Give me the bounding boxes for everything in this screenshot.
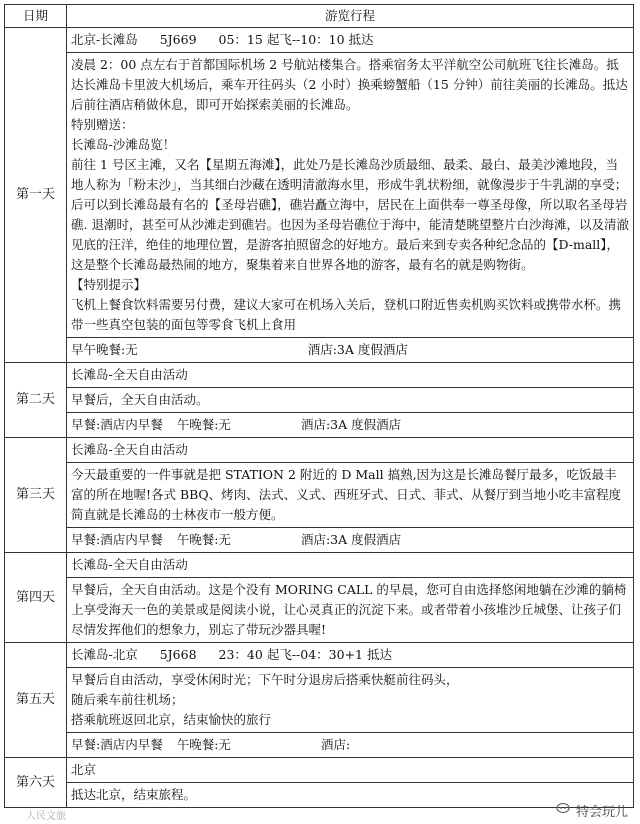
day-1-meals [67,338,634,363]
day-5-flight-number: 5J668 [159,647,197,662]
day-2-label: 第二天 [5,363,67,438]
day-4-route: 长滩岛-全天自由活动 [67,553,634,578]
day-2-meals-row [5,413,634,438]
day-3-details [67,463,634,528]
corner-watermark: 人民文旅 [26,811,66,822]
day-5-flight-time: 23：40 起飞--04：30+1 抵达 [218,647,392,662]
day-1-paragraph: 前往 1 号区主滩，又名【星期五海滩】，此处乃是长滩岛沙质最细、最柔、最白、最美沙滩地段，当地人称为「粉末沙」，当其细白沙藏在透明清澈海水里，形成牛乳状粉细，就像漫步于牛乳湖的享受；后可以到长滩岛最有名的【圣母岩礁】，礁岩矗立海中，居民在上面供奉一尊圣母像，所以取名圣母岩礁. 退潮时，甚至可从沙滩走到礁岩。也因为圣母岩礁位于海中，能清楚眺望整片白沙海滩，以及清澈见底的汪洋，绝佳的地理位置，是游客拍照留念的好地方。最后来到专卖各种纪念品的【D-mall】，这是整个长滩岛最热闹的地方，聚集着来自世界各地的游客，最有名的就是购物街。 [71,157,629,272]
day-5-details-row [5,668,634,733]
day-5-meals-row [5,733,634,758]
day-3-breakfast: 早餐:酒店内早餐 [71,532,163,547]
day-1-details-row [5,53,634,338]
day-1-hotel: 酒店:3A 度假酒店 [307,342,408,357]
day-4-route-row [5,553,634,578]
day-1-details [67,53,634,338]
day-5-route-row [5,643,634,668]
day-1-meals-text: 早午晚餐:无 [71,342,138,357]
account-name: 特会玩儿 [575,805,628,820]
day-5-lunch-dinner: 午晚餐:无 [176,737,231,752]
day-6-route-row [5,758,634,783]
day-5-details [67,668,634,733]
day-3-details-row [5,463,634,528]
day-2-paragraph: 早餐后，全天自由活动。 [71,392,209,407]
day-3-route: 长滩岛-全天自由活动 [67,438,634,463]
day-1-paragraph: 【特别提示】 [71,277,147,292]
day-2-lunch-dinner: 午晚餐:无 [176,417,231,432]
day-2-details-row [5,388,634,413]
day-6-route: 北京 [67,758,634,783]
day-6-paragraph: 抵达北京，结束旅程。 [71,787,197,802]
day-3-lunch-dinner: 午晚餐:无 [176,532,231,547]
day-6-details [67,783,634,808]
day-1-route [67,28,634,53]
day-1-paragraph: 长滩岛-沙滩岛览！ [71,137,176,152]
day-4-details-row [5,578,634,643]
day-5-route-name: 长滩岛-北京 [71,647,138,662]
day-3-meals-row [5,528,634,553]
day-3-paragraph: 今天最重要的一件事就是把 STATION 2 附近的 D Mall 搞熟,因为这是长滩岛餐厅最多，吃饭最丰富的所在地喔!各式 BBQ、烤肉、法式、义式、西班牙式、日式、菲式、从餐厅到当地小吃丰富程度简直就是长滩岛的士林夜市一般方便。 [71,467,622,522]
day-2-meals [67,413,634,438]
day-1-flight-number: 5J669 [159,32,197,47]
day-5-hotel: 酒店: [320,737,351,752]
day-1-meals-row [5,338,634,363]
day-5-paragraph: 随后乘车前往机场； [71,692,184,707]
day-2-route-row [5,363,634,388]
day-1-paragraph: 凌晨 2：00 点左右于首都国际机场 2 号航站楼集合。搭乘宿务太平洋航空公司航班飞往长滩岛。抵达长滩岛卡里波大机场后，乘车开往码头（2 小时）换乘螃蟹船（15 分钟）前往美丽的长滩岛。抵达后前往酒店稍做休息，即可开始探索美丽的长滩岛。 [71,57,628,112]
day-5-paragraph: 搭乘航班返回北京，结束愉快的旅行 [71,712,272,727]
itinerary-table [4,4,634,808]
account-watermark [556,801,628,820]
day-1-route-name: 北京-长滩岛 [71,32,138,47]
day-4-details [67,578,634,643]
date-column-header: 日期 [5,5,67,28]
day-5-meals [67,733,634,758]
day-3-hotel: 酒店:3A 度假酒店 [300,532,402,547]
day-1-route-row [5,28,634,53]
day-2-details [67,388,634,413]
day-3-route-row [5,438,634,463]
day-3-label: 第三天 [5,438,67,553]
day-4-label: 第四天 [5,553,67,643]
day-2-breakfast: 早餐:酒店内早餐 [71,417,163,432]
day-2-route: 长滩岛-全天自由活动 [67,363,634,388]
day-1-paragraph: 特别赠送： [71,117,134,132]
day-4-paragraph: 早餐后，全天自由活动。这是个没有 MORING CALL 的早晨，您可自由选择悠闲地躺在沙滩的躺椅上享受海天一色的美景或是阅读小说，让心灵真正的沉淀下来。或者带着小孩堆沙丘城堡、让孩子们尽情发挥他们的想象力，别忘了带玩沙器具喔! [71,582,627,637]
day-1-flight-time: 05：15 起飞--10：10 抵达 [218,32,374,47]
day-5-breakfast: 早餐:酒店内早餐 [71,737,163,752]
day-5-paragraph: 早餐后自由活动，享受休闲时光；下午时分退房后搭乘快艇前往码头， [71,672,459,687]
day-6-label: 第六天 [5,758,67,808]
table-header-row [5,5,634,28]
day-5-route [67,643,634,668]
day-1-label: 第一天 [5,28,67,363]
day-2-hotel: 酒店:3A 度假酒店 [300,417,402,432]
chat-bubble-icon [556,802,572,820]
itinerary-column-header: 游览行程 [67,5,634,28]
day-3-meals [67,528,634,553]
day-5-label: 第五天 [5,643,67,758]
day-6-details-row [5,783,634,808]
day-1-paragraph: 飞机上餐食饮料需要另付费，建议大家可在机场入关后，登机口附近售卖机购买饮料或携带水杯。携带一些真空包装的面包等零食飞机上食用 [71,297,622,332]
